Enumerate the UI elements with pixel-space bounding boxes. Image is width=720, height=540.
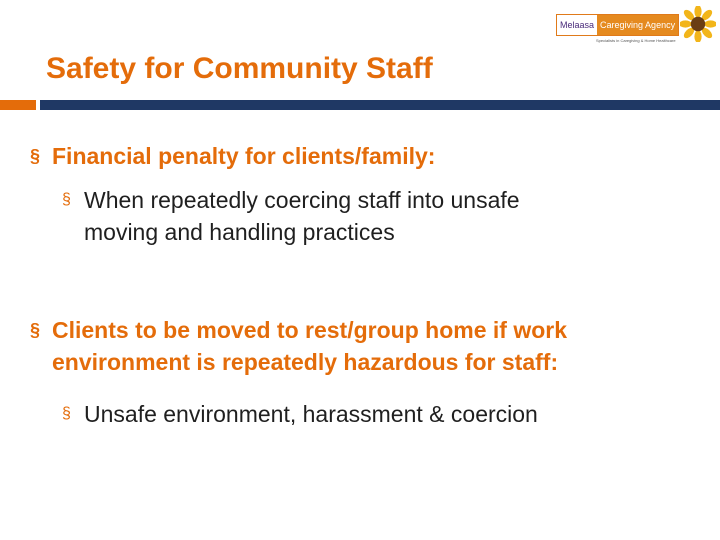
bullet-item <box>30 314 700 378</box>
sub-bullet-text: Unsafe environment, harassment & coercion <box>84 401 538 427</box>
logo-tagline: Specialists in Caregiving & Home Healthcare <box>596 38 676 43</box>
logo-name-right: Caregiving Agency <box>597 15 678 35</box>
logo-wordmark <box>556 14 679 36</box>
slide-title: Safety for Community Staff <box>46 52 433 85</box>
sub-bullet-item <box>62 398 702 430</box>
bullet-item <box>30 140 690 172</box>
sunflower-icon <box>680 6 716 42</box>
company-logo <box>556 10 716 50</box>
bullet-text: Financial penalty for clients/family: <box>52 143 436 169</box>
sub-bullet-item <box>62 184 582 248</box>
title-rule <box>40 100 720 110</box>
bullet-text: Clients to be moved to rest/group home if work environment is repeatedly hazardous for staff: <box>52 317 567 375</box>
sub-bullet-marker: § <box>62 405 71 422</box>
sub-bullet-text: When repeatedly coercing staff into unsafe moving and handling practices <box>84 187 520 245</box>
sub-bullet-marker: § <box>62 191 71 208</box>
bullet-marker: § <box>30 146 41 166</box>
logo-name-left: Melaasa <box>557 15 597 35</box>
bullet-marker: § <box>30 320 41 340</box>
title-rule-accent <box>0 100 36 110</box>
